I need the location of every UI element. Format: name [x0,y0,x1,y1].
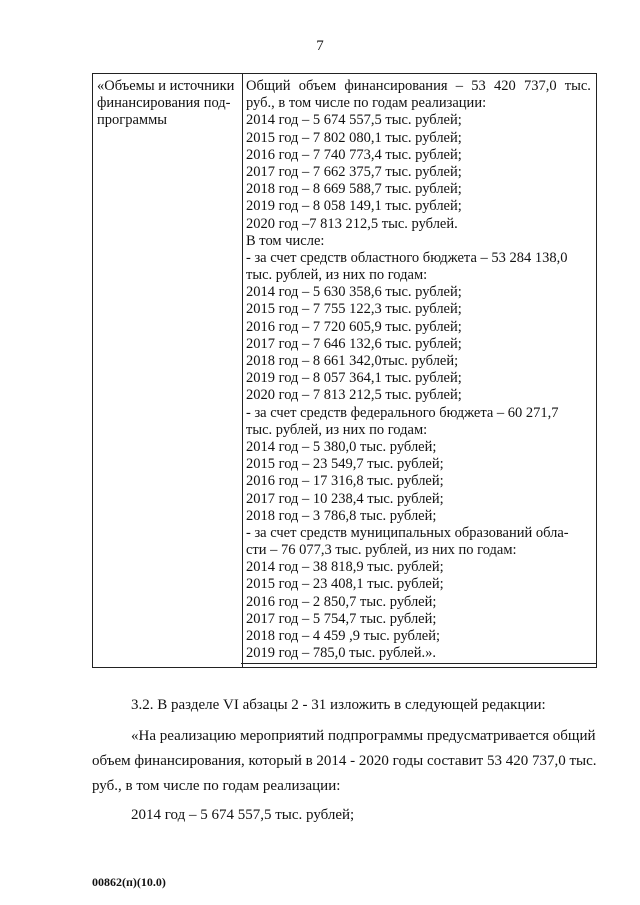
intro-line [246,78,591,95]
federal-year-line: 2014 год – 5 380,0 тыс. рублей; [246,438,437,455]
page-number: 7 [316,38,324,54]
total-year-line: 2018 год – 8 669 588,7 тыс. рублей; [246,181,462,198]
federal-intro-line: - за счет средств федерального бюджета – 60 271,7 [246,404,559,421]
paragraph-line: объем финансирования, который в 2014 - 2020 годы составит 53 420 737,0 тыс. [92,753,597,769]
regional-intro-line: - за счет средств областного бюджета – 53 284 138,0 [246,249,568,266]
federal-year-line: 2018 год – 3 786,8 тыс. рублей; [246,507,437,524]
regional-year-line: 2017 год – 7 646 132,6 тыс. рублей; [246,335,462,352]
table-right-cell [246,78,591,662]
federal-year-line: 2015 год – 23 549,7 тыс. рублей; [246,456,444,473]
regional-year-line: 2014 год – 5 630 358,6 тыс. рублей; [246,284,462,301]
total-year-line: 2015 год – 7 802 080,1 тыс. рублей; [246,129,462,146]
intro-word: объем [298,78,337,94]
regional-intro-line: тыс. рублей, из них по годам: [246,267,428,284]
intro-word: тыс. [564,78,591,94]
municipal-year-line: 2019 год – 785,0 тыс. рублей.». [246,645,437,662]
intro-word: – [455,78,463,94]
total-year-line: 2017 год – 7 662 375,7 тыс. рублей; [246,163,462,180]
column-divider [242,74,243,667]
intro-line: руб., в том числе по годам реализации: [246,95,487,112]
left-cell-line: «Объемы и источники [97,78,235,94]
total-year-line: 2016 год – 7 740 773,4 тыс. рублей; [246,146,462,163]
intro-word: 53 [471,78,486,94]
municipal-year-line: 2014 год – 38 818,9 тыс. рублей; [246,559,444,576]
paragraph-line: 2014 год – 5 674 557,5 тыс. рублей; [131,807,355,823]
left-cell-line: финансирования под- [97,95,231,111]
in-total-label: В том числе: [246,232,325,249]
total-year-line: 2020 год –7 813 212,5 тыс. рублей. [246,215,458,232]
table-left-cell [97,78,237,129]
intro-word: финансирования [344,78,448,94]
document-code: 00862(п)(10.0) [92,875,166,889]
regional-year-line: 2015 год – 7 755 122,3 тыс. рублей; [246,301,462,318]
paragraph-line: руб., в том числе по годам реализации: [92,778,341,794]
federal-year-line: 2017 год – 10 238,4 тыс. рублей; [246,490,444,507]
municipal-intro-line: - за счет средств муниципальных образований обла- [246,524,569,541]
municipal-year-line: 2017 год – 5 754,7 тыс. рублей; [246,610,437,627]
intro-word: 737,0 [523,78,557,94]
total-year-line: 2014 год – 5 674 557,5 тыс. рублей; [246,112,462,129]
regional-year-line: 2019 год – 8 057 364,1 тыс. рублей; [246,370,462,387]
municipal-intro-line: сти – 76 077,3 тыс. рублей, из них по годам: [246,542,517,559]
regional-year-line: 2016 год – 7 720 605,9 тыс. рублей; [246,318,462,335]
municipal-year-line: 2018 год – 4 459 ,9 тыс. рублей; [246,628,441,644]
paragraph-line: «На реализацию мероприятий подпрограммы предусматривается общий [131,728,596,744]
intro-word: Общий [246,78,291,94]
federal-year-line: 2016 год – 17 316,8 тыс. рублей; [246,473,444,490]
municipal-year-line: 2015 год – 23 408,1 тыс. рублей; [246,576,444,593]
intro-word: 420 [493,78,516,94]
total-year-line: 2019 год – 8 058 149,1 тыс. рублей; [246,198,462,215]
federal-intro-line: тыс. рублей, из них по годам: [246,421,428,438]
inner-bottom-line [241,663,596,664]
left-cell-line: программы [97,112,167,128]
passport-table [92,73,597,668]
regional-year-line: 2018 год – 8 661 342,0тыс. рублей; [246,353,459,369]
municipal-year-line: 2016 год – 2 850,7 тыс. рублей; [246,593,437,610]
regional-year-line: 2020 год – 7 813 212,5 тыс. рублей; [246,387,462,404]
section-heading: 3.2. В разделе VI абзацы 2 - 31 изложить в следующей редакции: [131,697,546,713]
